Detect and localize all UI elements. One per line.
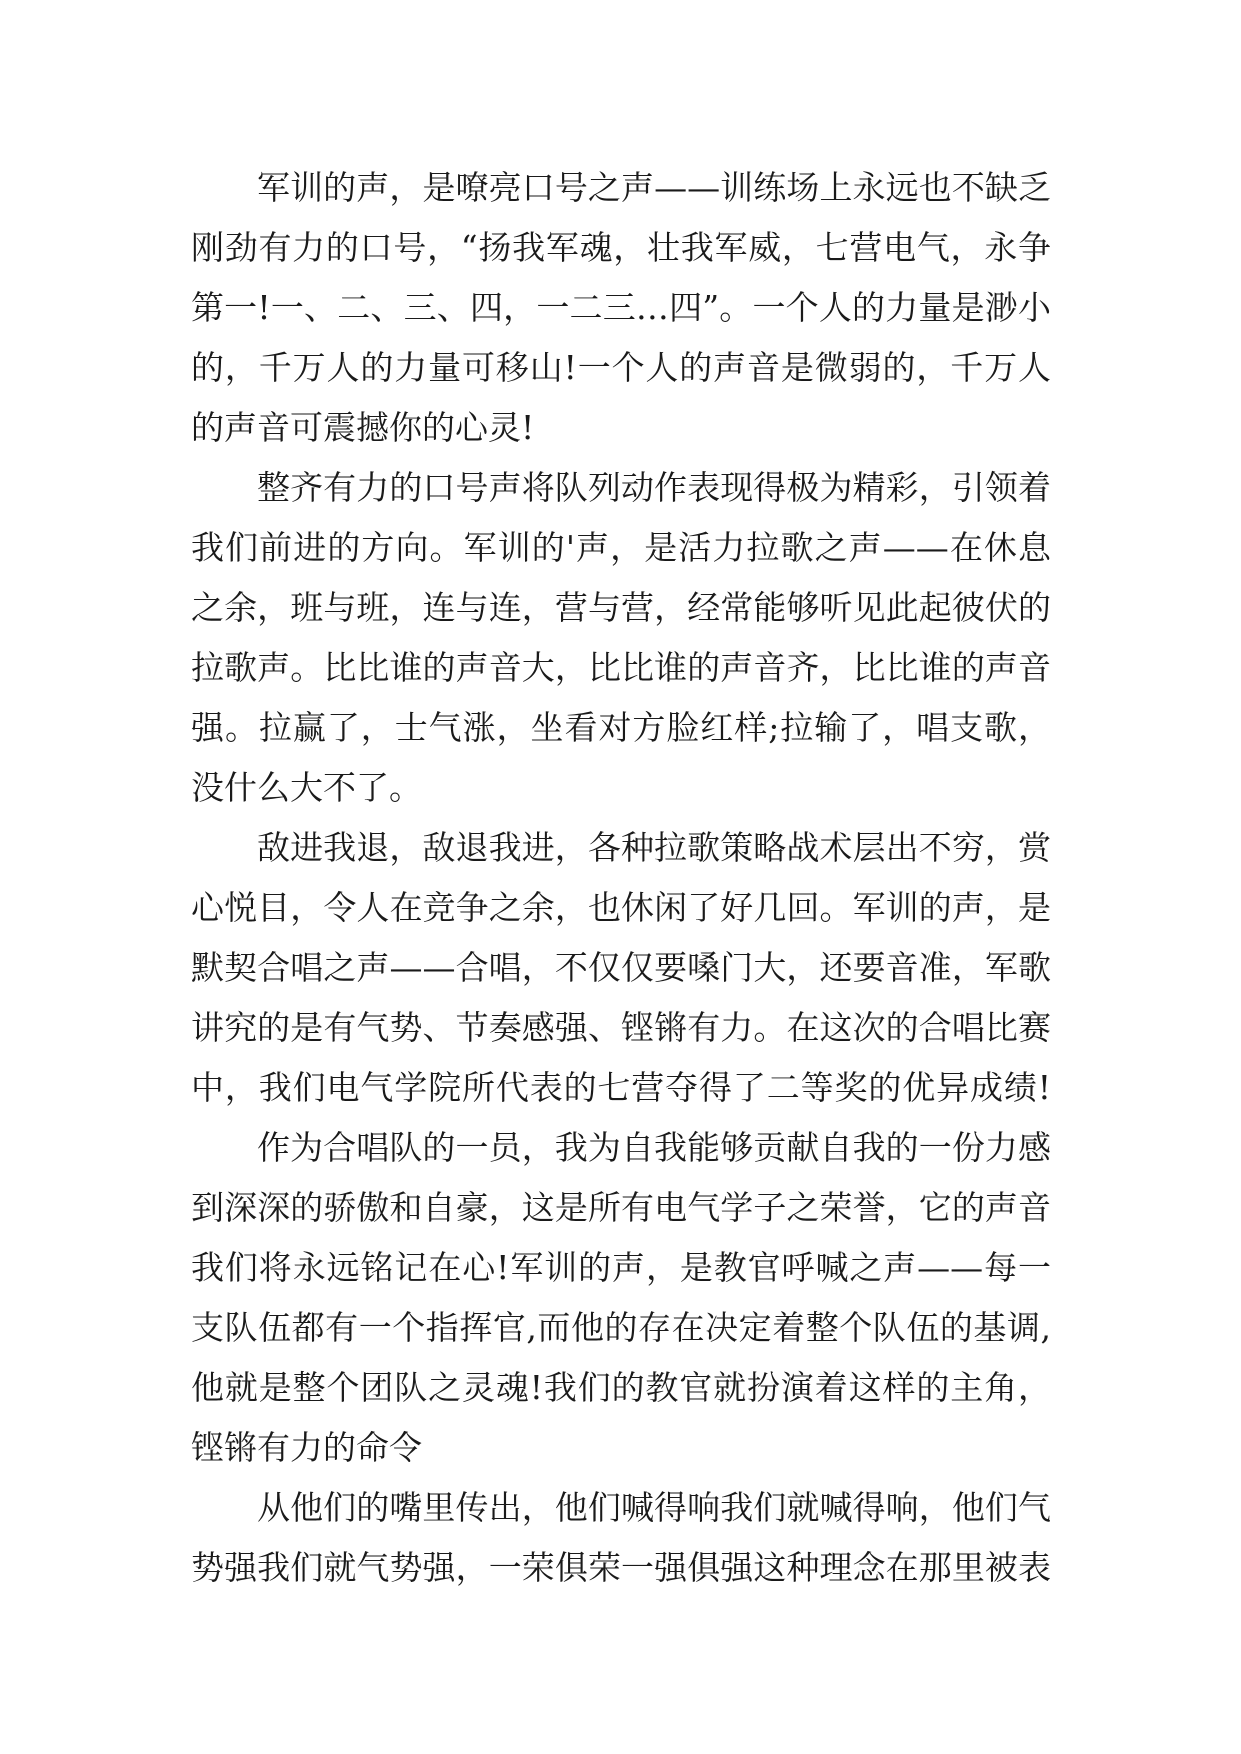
paragraph-2 [191,458,1051,818]
paragraph-line: 整齐有力的口号声将队列动作表现得极为精彩，引领着 [257,468,1051,507]
paragraph-line: 我们将永远铭记在心!军训的声，是教官呼喊之声——每一 [191,1248,1051,1287]
document-body [191,158,1051,1598]
paragraph-line: 中，我们电气学院所代表的七营夺得了二等奖的优异成绩! [191,1068,1051,1107]
paragraph-line: 作为合唱队的一员，我为自我能够贡献自我的一份力感 [257,1128,1051,1167]
paragraph-line: 第一!一、二、三、四，一二三…四”。一个人的力量是渺小 [191,288,1051,327]
paragraph-line: 支队伍都有一个指挥官,而他的存在决定着整个队伍的基调, [191,1308,1051,1347]
paragraph-line: 的，千万人的力量可移山!一个人的声音是微弱的，千万人 [191,348,1051,387]
paragraph-line: 从他们的嘴里传出，他们喊得响我们就喊得响，他们气 [257,1488,1051,1527]
paragraph-line: 的声音可震撼你的心灵! [191,408,535,447]
paragraph-line: 他就是整个团队之灵魂!我们的教官就扮演着这样的主角， [191,1368,1051,1407]
paragraph-line: 刚劲有力的口号，“扬我军魂，壮我军威，七营电气，永争 [191,228,1051,267]
paragraph-line: 之余，班与班，连与连，营与营，经常能够听见此起彼伏的 [191,588,1051,627]
paragraph-line: 铿锵有力的命令 [191,1428,422,1467]
paragraph-line: 敌进我退，敌退我进，各种拉歌策略战术层出不穷，赏 [257,828,1051,867]
paragraph-line: 心悦目，令人在竞争之余，也休闲了好几回。军训的声，是 [191,888,1051,927]
paragraph-4 [191,1118,1051,1478]
paragraph-line: 军训的声，是嘹亮口号之声——训练场上永远也不缺乏 [257,168,1051,207]
paragraph-line: 我们前进的方向。军训的'声，是活力拉歌之声——在休息 [191,528,1051,567]
paragraph-line: 强。拉赢了，士气涨，坐看对方脸红样;拉输了，唱支歌， [191,708,1051,747]
paragraph-line: 没什么大不了。 [191,768,422,807]
paragraph-3 [191,818,1051,1118]
paragraph-line: 讲究的是有气势、节奏感强、铿锵有力。在这次的合唱比赛 [191,1008,1051,1047]
paragraph-line: 默契合唱之声——合唱，不仅仅要嗓门大，还要音准，军歌 [191,948,1051,987]
paragraph-line: 势强我们就气势强，一荣俱荣一强俱强这种理念在那里被表 [191,1548,1051,1587]
paragraph-line: 到深深的骄傲和自豪，这是所有电气学子之荣誉，它的声音 [191,1188,1051,1227]
paragraph-5 [191,1478,1051,1598]
paragraph-line: 拉歌声。比比谁的声音大，比比谁的声音齐，比比谁的声音 [191,648,1051,687]
paragraph-1 [191,158,1051,458]
